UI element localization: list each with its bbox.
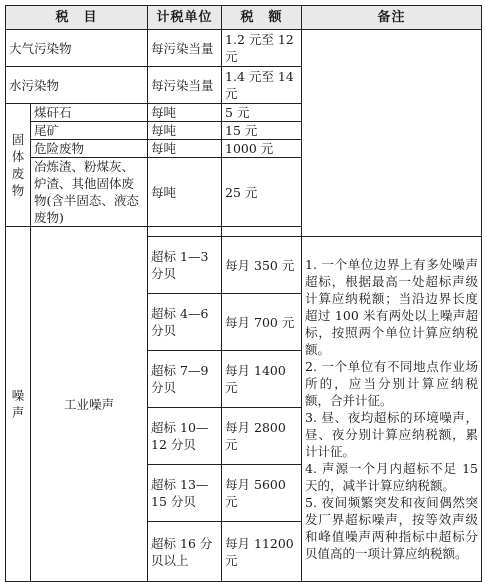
air-item: 大气污染物 bbox=[6, 30, 148, 67]
note-item: 3. 昼、夜均超标的环境噪声，昼、夜分别计算应纳税额，累计计征。 bbox=[305, 410, 479, 459]
solid-amount: 15 元 bbox=[222, 122, 302, 140]
solid-amount: 25 元 bbox=[222, 158, 302, 227]
water-item: 水污染物 bbox=[6, 67, 148, 104]
solid-item: 尾矿 bbox=[31, 122, 148, 140]
air-unit: 每污染当量 bbox=[148, 30, 222, 67]
table-row-air bbox=[6, 30, 482, 67]
notes-empty-cell bbox=[302, 30, 482, 237]
tax-table bbox=[5, 5, 482, 582]
noise-level: 超标 10—12 分贝 bbox=[148, 408, 222, 465]
solid-amount: 5 元 bbox=[222, 104, 302, 122]
table-header-row bbox=[6, 6, 482, 30]
header-item: 税 目 bbox=[6, 6, 148, 30]
solid-amount: 1000 元 bbox=[222, 140, 302, 158]
solid-unit: 每吨 bbox=[148, 158, 222, 227]
solid-item: 煤矸石 bbox=[31, 104, 148, 122]
water-unit: 每污染当量 bbox=[148, 67, 222, 104]
noise-amount: 每月 11200 元 bbox=[222, 522, 302, 582]
noise-subcategory: 工业噪声 bbox=[31, 227, 148, 582]
noise-notes bbox=[302, 237, 482, 582]
noise-category: 噪声 bbox=[6, 227, 31, 582]
noise-level: 超标 16 分贝以上 bbox=[148, 522, 222, 582]
spacer-cell bbox=[148, 227, 222, 237]
noise-amount: 每月 2800 元 bbox=[222, 408, 302, 465]
note-item: 4. 声源一个月内超标不足 15 天的，减半计算应纳税额。 bbox=[305, 461, 479, 493]
noise-amount: 每月 5600 元 bbox=[222, 465, 302, 522]
noise-amount: 每月 700 元 bbox=[222, 294, 302, 351]
noise-level: 超标 1—3 分贝 bbox=[148, 237, 222, 294]
header-notes: 备注 bbox=[302, 6, 482, 30]
solid-category: 固体废物 bbox=[6, 104, 31, 227]
header-amount: 税 额 bbox=[222, 6, 302, 30]
solid-unit: 每吨 bbox=[148, 140, 222, 158]
noise-level: 超标 7—9 分贝 bbox=[148, 351, 222, 408]
water-amount: 1.4 元至 14 元 bbox=[222, 67, 302, 104]
noise-amount: 每月 350 元 bbox=[222, 237, 302, 294]
solid-item: 冶炼渣、粉煤灰、炉渣、其他固体废物(含半固态、液态废物) bbox=[31, 158, 148, 227]
note-item: 5. 夜间频繁突发和夜间偶然突发厂界超标噪声，按等效声级和峰值噪声两种指标中超标分贝值高的一项计算应纳税额。 bbox=[305, 495, 479, 561]
air-amount: 1.2 元至 12 元 bbox=[222, 30, 302, 67]
note-item: 2. 一个单位有不同地点作业场所的，应当分别计算应纳税额，合并计征。 bbox=[305, 359, 479, 408]
noise-level: 超标 4—6 分贝 bbox=[148, 294, 222, 351]
noise-amount: 每月 1400 元 bbox=[222, 351, 302, 408]
solid-item: 危险废物 bbox=[31, 140, 148, 158]
header-unit: 计税单位 bbox=[148, 6, 222, 30]
solid-unit: 每吨 bbox=[148, 122, 222, 140]
spacer-cell bbox=[222, 227, 302, 237]
note-item: 1. 一个单位边界上有多处噪声超标，根据最高一处超标声级计算应纳税额；当沿边界长度超过 100 米有两处以上噪声超标，按照两个单位计算应纳税额。 bbox=[305, 257, 479, 357]
noise-level: 超标 13—15 分贝 bbox=[148, 465, 222, 522]
solid-unit: 每吨 bbox=[148, 104, 222, 122]
